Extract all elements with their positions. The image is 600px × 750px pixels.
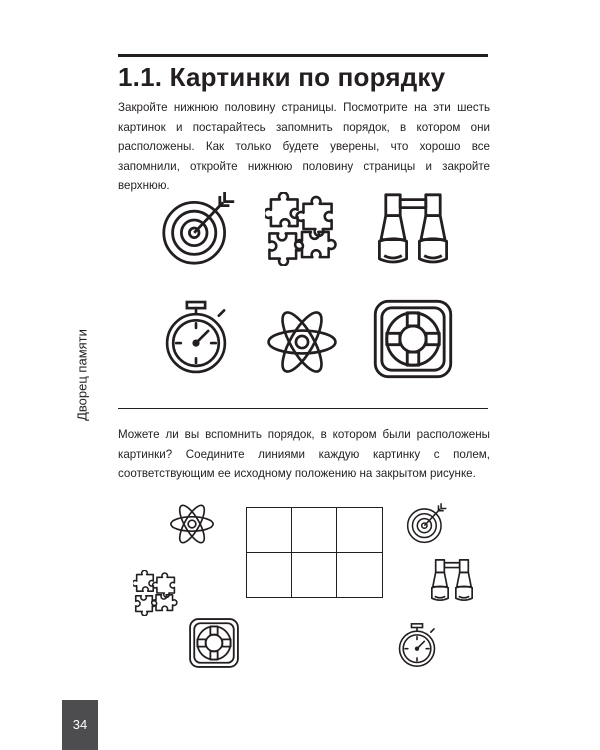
target-icon [405,500,449,546]
lifebuoy-icon [188,617,240,669]
binoculars-icon [372,190,454,270]
title-rule [118,54,488,57]
chapter-side-label: Дворец памяти [74,329,90,421]
grid-cell[interactable] [247,508,292,553]
grid-cell[interactable] [292,553,337,598]
instruction-paragraph-1: Закройте нижнюю половину страницы. Посмотрите на эти шесть картинок и постарайтесь запомнить порядок, в котором они расположены. Как только будете уверены, что хорошо все запомнили, откройте нижнюю половину страницы и закройте верхнюю. [118,101,490,192]
grid-cell[interactable] [292,508,337,553]
page-title: 1.1. Картинки по порядку [118,62,446,92]
target-icon [159,188,239,268]
stopwatch-icon [158,296,234,378]
atom-icon [167,500,217,548]
puzzle-icon [265,192,339,266]
grid-cell[interactable] [247,553,292,598]
divider-rule [118,408,488,409]
stopwatch-icon [394,620,440,670]
grid-cell[interactable] [337,508,382,553]
grid-cell[interactable] [337,553,382,598]
puzzle-icon [133,570,179,616]
instruction-paragraph-2: Можете ли вы вспомнить порядок, в котором были расположены картинки? Соедините линиями каждую картинку с полем, соответствующим ее исходному положению на закрытом рисунке. [118,428,490,480]
lifebuoy-icon [372,298,454,380]
page-number: 34 [62,700,98,750]
answer-grid [246,507,383,598]
atom-icon [262,304,342,380]
binoculars-icon [428,556,476,606]
